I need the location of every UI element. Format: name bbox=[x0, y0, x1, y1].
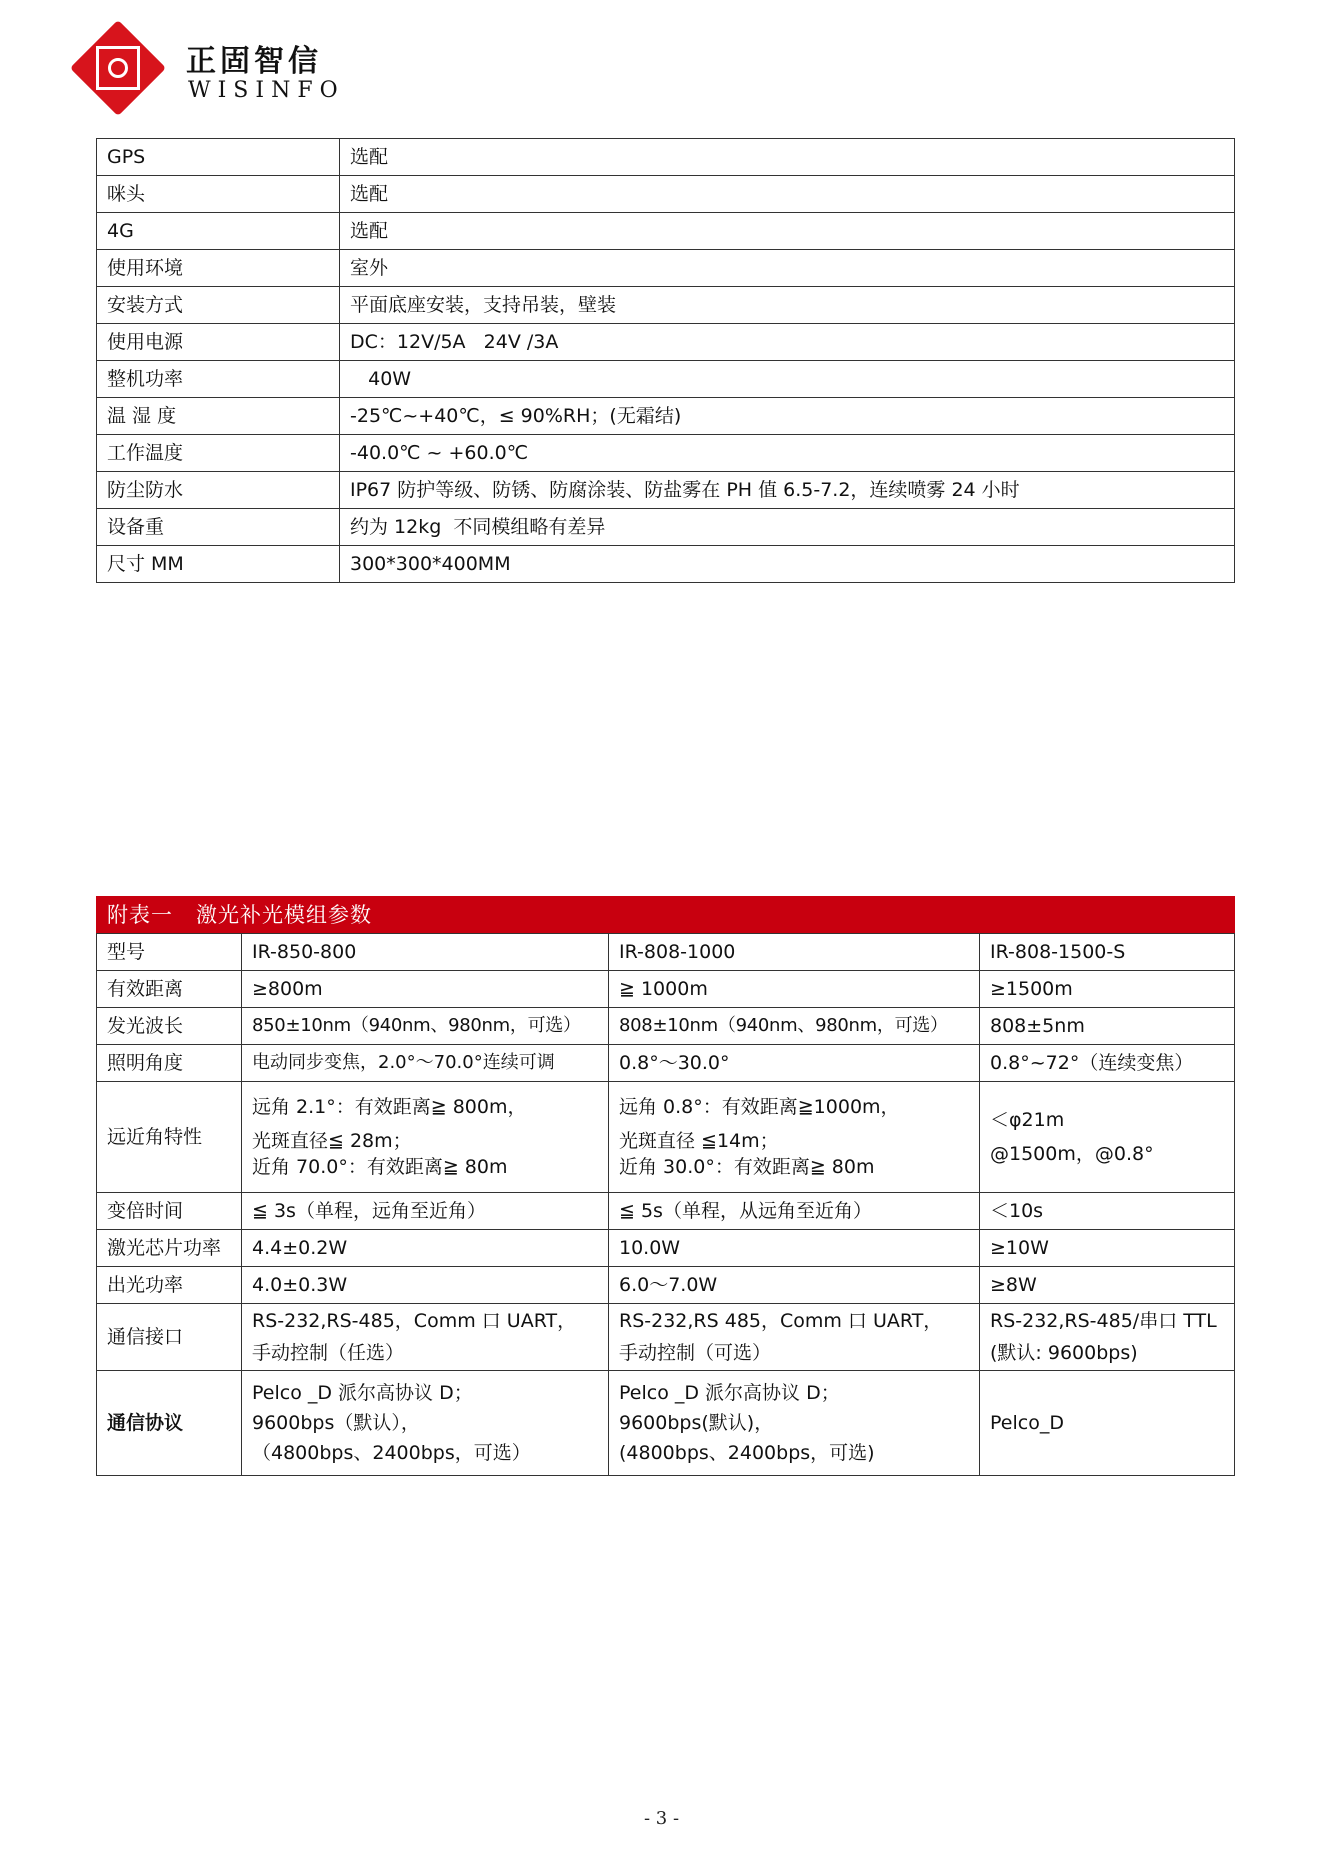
row-label: 照明角度 bbox=[97, 1045, 242, 1082]
cell-value bbox=[609, 1304, 980, 1371]
logo-glyph-icon bbox=[96, 46, 140, 90]
cell-line: RS-232,RS-485/串口 TTL bbox=[990, 1310, 1217, 1332]
table-row bbox=[97, 139, 1235, 176]
cell-line: RS-232,RS-485，Comm 口 UART， bbox=[252, 1310, 577, 1332]
cell-value: ＜10s bbox=[980, 1193, 1235, 1230]
table-row bbox=[97, 1008, 1235, 1045]
row-label: 远近角特性 bbox=[97, 1082, 242, 1193]
spec-label: 使用电源 bbox=[97, 324, 340, 361]
table-row bbox=[97, 1082, 1235, 1193]
table-row bbox=[97, 324, 1235, 361]
table-row bbox=[97, 509, 1235, 546]
spec-value: 选配 bbox=[340, 139, 1235, 176]
spec-value: -40.0℃ ~ +60.0℃ bbox=[340, 435, 1235, 472]
spec-label: 工作温度 bbox=[97, 435, 340, 472]
cell-line: 9600bps（默认）， bbox=[252, 1412, 420, 1434]
spec-value: 选配 bbox=[340, 213, 1235, 250]
cell-value: 10.0W bbox=[609, 1230, 980, 1267]
table-row bbox=[97, 213, 1235, 250]
cell-value bbox=[242, 1304, 609, 1371]
cell-value: 808±10nm（940nm、980nm，可选） bbox=[609, 1008, 980, 1045]
cell-line: 光斑直径 ≦14m； bbox=[619, 1130, 779, 1152]
cell-value: ≥10W bbox=[980, 1230, 1235, 1267]
spec-label: 4G bbox=[97, 213, 340, 250]
cell-line: 近角 70.0°：有效距离≧ 80m bbox=[252, 1156, 508, 1178]
spec-label: 安装方式 bbox=[97, 287, 340, 324]
cell-value bbox=[980, 1304, 1235, 1371]
cell-value: 850±10nm（940nm、980nm，可选） bbox=[242, 1008, 609, 1045]
cell-value: 6.0～7.0W bbox=[609, 1267, 980, 1304]
spec-label: 尺寸 MM bbox=[97, 546, 340, 583]
cell-value: ≧ 1000m bbox=[609, 971, 980, 1008]
table-row bbox=[97, 176, 1235, 213]
cell-value: ≦ 5s（单程，从远角至近角） bbox=[609, 1193, 980, 1230]
cell-line: 手动控制（任选） bbox=[252, 1342, 405, 1364]
spec-value: DC：12V/5A 24V /3A bbox=[340, 324, 1235, 361]
cell-line: ＜φ21m bbox=[990, 1109, 1065, 1131]
spec-label: 咪头 bbox=[97, 176, 340, 213]
cell-line: (4800bps、2400bps，可选) bbox=[619, 1442, 875, 1464]
cell-value bbox=[242, 1082, 609, 1193]
row-label: 激光芯片功率 bbox=[97, 1230, 242, 1267]
cell-value bbox=[980, 1082, 1235, 1193]
spec-value: 300*300*400MM bbox=[340, 546, 1235, 583]
cell-value: 4.0±0.3W bbox=[242, 1267, 609, 1304]
table-row bbox=[97, 1267, 1235, 1304]
spec-label: GPS bbox=[97, 139, 340, 176]
row-label: 发光波长 bbox=[97, 1008, 242, 1045]
cell-value: IR-808-1000 bbox=[609, 934, 980, 971]
row-label: 有效距离 bbox=[97, 971, 242, 1008]
page-number: - 3 - bbox=[643, 1808, 680, 1829]
cell-line: 光斑直径≦ 28m； bbox=[252, 1130, 412, 1152]
table-row bbox=[97, 546, 1235, 583]
cell-line: 近角 30.0°：有效距离≧ 80m bbox=[619, 1156, 875, 1178]
spec-value: 40W bbox=[340, 361, 1235, 398]
table-title-row bbox=[97, 897, 1235, 934]
cell-line: （4800bps、2400bps，可选） bbox=[252, 1442, 531, 1464]
cell-line: (默认: 9600bps) bbox=[990, 1342, 1138, 1364]
table-row bbox=[97, 1371, 1235, 1476]
cell-value: 808±5nm bbox=[980, 1008, 1235, 1045]
cell-value: 0.8°～30.0° bbox=[609, 1045, 980, 1082]
cell-line: RS-232,RS 485，Comm 口 UART， bbox=[619, 1310, 943, 1332]
cell-value: 4.4±0.2W bbox=[242, 1230, 609, 1267]
cell-value: ≥1500m bbox=[980, 971, 1235, 1008]
spec-label: 设备重 bbox=[97, 509, 340, 546]
table-row bbox=[97, 398, 1235, 435]
cell-line: Pelco _D 派尔高协议 D； bbox=[252, 1382, 473, 1404]
cell-value: ≥8W bbox=[980, 1267, 1235, 1304]
spec-value: 约为 12kg 不同模组略有差异 bbox=[340, 509, 1235, 546]
logo-chinese-name: 正固智信 bbox=[186, 44, 322, 79]
row-label: 出光功率 bbox=[97, 1267, 242, 1304]
spec-table bbox=[96, 138, 1235, 583]
cell-value bbox=[609, 1371, 980, 1476]
row-label: 通信接口 bbox=[97, 1304, 242, 1371]
laser-module-table bbox=[96, 896, 1235, 1476]
spec-value: IP67 防护等级、防锈、防腐涂装、防盐雾在 PH 值 6.5-7.2，连续喷雾 24 小时 bbox=[340, 472, 1235, 509]
table-row bbox=[97, 1193, 1235, 1230]
cell-value: ≥800m bbox=[242, 971, 609, 1008]
table-row bbox=[97, 1045, 1235, 1082]
table-row bbox=[97, 287, 1235, 324]
company-logo bbox=[74, 24, 345, 120]
cell-line: 9600bps(默认)， bbox=[619, 1412, 774, 1434]
row-label: 型号 bbox=[97, 934, 242, 971]
row-label: 变倍时间 bbox=[97, 1193, 242, 1230]
spec-value: -25℃~+40℃，≤ 90%RH；(无霜结) bbox=[340, 398, 1235, 435]
cell-line: Pelco _D 派尔高协议 D； bbox=[619, 1382, 840, 1404]
spec-label: 使用环境 bbox=[97, 250, 340, 287]
table-row bbox=[97, 934, 1235, 971]
spec-label: 温 湿 度 bbox=[97, 398, 340, 435]
cell-line: 远角 2.1°：有效距离≧ 800m， bbox=[252, 1096, 527, 1118]
cell-line: 远角 0.8°：有效距离≧1000m， bbox=[619, 1096, 900, 1118]
table-row bbox=[97, 435, 1235, 472]
cell-line: @1500m，@0.8° bbox=[990, 1143, 1154, 1165]
spec-value: 平面底座安装，支持吊装，壁装 bbox=[340, 287, 1235, 324]
cell-value: ≦ 3s（单程，远角至近角） bbox=[242, 1193, 609, 1230]
spec-label: 整机功率 bbox=[97, 361, 340, 398]
spec-label: 防尘防水 bbox=[97, 472, 340, 509]
cell-value: Pelco_D bbox=[980, 1371, 1235, 1476]
cell-value: 0.8°~72°（连续变焦） bbox=[980, 1045, 1235, 1082]
table-row bbox=[97, 1230, 1235, 1267]
cell-value bbox=[609, 1082, 980, 1193]
table-row bbox=[97, 971, 1235, 1008]
logo-english-name: WISINFO bbox=[188, 78, 345, 103]
cell-value: IR-808-1500-S bbox=[980, 934, 1235, 971]
cell-value bbox=[242, 1371, 609, 1476]
table-title: 附表一 激光补光模组参数 bbox=[97, 897, 1235, 934]
spec-value: 室外 bbox=[340, 250, 1235, 287]
row-label: 通信协议 bbox=[97, 1371, 242, 1476]
table-row bbox=[97, 1304, 1235, 1371]
cell-value: 电动同步变焦，2.0°～70.0°连续可调 bbox=[242, 1045, 609, 1082]
table-row bbox=[97, 250, 1235, 287]
table-row bbox=[97, 472, 1235, 509]
cell-line: 手动控制（可选） bbox=[619, 1342, 772, 1364]
spec-value: 选配 bbox=[340, 176, 1235, 213]
cell-value: IR-850-800 bbox=[242, 934, 609, 971]
table-row bbox=[97, 361, 1235, 398]
